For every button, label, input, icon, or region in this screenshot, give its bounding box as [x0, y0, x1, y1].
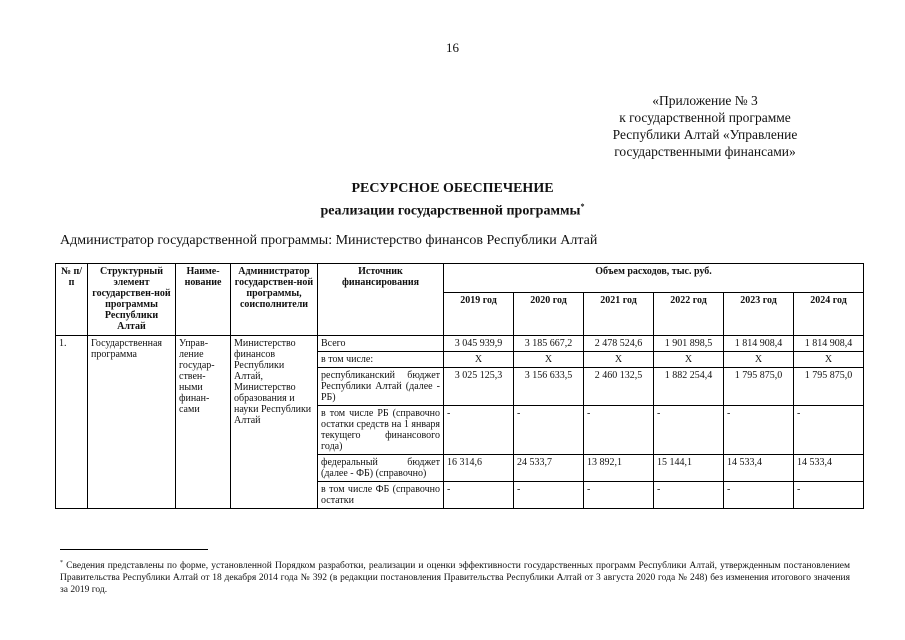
value-cell: 16 314,6	[444, 455, 514, 482]
administrator-line: Администратор государственной программы: Министерство финансов Республики Алтай	[60, 233, 598, 248]
header-year-2024: 2024 год	[794, 293, 864, 336]
source-cell: в том числе:	[318, 352, 444, 368]
value-cell: 1 882 254,4	[654, 368, 724, 406]
header-source: Источник финансирования	[318, 264, 444, 336]
footnote-text: Сведения представлены по форме, установленной Порядком разработки, реализации и оценки эффективности государственных программ Республики Алтай, утвержденным постановлением Правительства Республики Алтай от 18 декабря 2014 года № 392 (в редакции постановления Правительства Республики Алтай от 3 августа 2020 года № 248) без изменения итогового значения за 2019 год.	[60, 561, 851, 596]
title-line-2	[0, 198, 905, 221]
value-cell: 3 025 125,3	[444, 368, 514, 406]
appendix-line: государственными финансами»	[614, 144, 796, 159]
header-year-2021: 2021 год	[584, 293, 654, 336]
appendix-note	[560, 92, 850, 160]
value-cell: 2 478 524,6	[584, 336, 654, 352]
value-cell: 14 533,4	[724, 455, 794, 482]
header-admin: Администратор государствен-ной программы, соисполнители	[231, 264, 318, 336]
value-cell: 1 795 875,0	[794, 368, 864, 406]
row-admin: Министерство финансов Республики Алтай, Министерство образования и науки Республики Алтай	[231, 336, 318, 509]
source-cell: в том числе ФБ (справочно остатки	[318, 482, 444, 509]
value-cell: 1 901 898,5	[654, 336, 724, 352]
value-cell: -	[654, 482, 724, 509]
appendix-line: к государственной программе	[619, 110, 791, 125]
appendix-line: Республики Алтай «Управление	[612, 127, 798, 142]
value-cell: -	[584, 482, 654, 509]
value-cell: Х	[724, 352, 794, 368]
value-cell: -	[514, 406, 584, 455]
title-footnote-mark: *	[580, 202, 585, 211]
title-line-2-text: реализации государственной программы	[320, 203, 581, 219]
header-year-2022: 2022 год	[654, 293, 724, 336]
value-cell: -	[794, 406, 864, 455]
value-cell: -	[654, 406, 724, 455]
value-cell: 13 892,1	[584, 455, 654, 482]
document-title	[0, 180, 905, 221]
footnote-divider	[60, 549, 208, 550]
footnote	[60, 557, 850, 596]
value-cell: Х	[444, 352, 514, 368]
header-volume: Объем расходов, тыс. руб.	[444, 264, 864, 293]
value-cell: -	[724, 406, 794, 455]
value-cell: 14 533,4	[794, 455, 864, 482]
source-cell: в том числе РБ (справочно остатки средств на 1 января текущего финансового года)	[318, 406, 444, 455]
value-cell: Х	[654, 352, 724, 368]
value-cell: 3 156 633,5	[514, 368, 584, 406]
page-number: 16	[446, 40, 459, 55]
header-row	[56, 264, 864, 293]
header-year-2020: 2020 год	[514, 293, 584, 336]
value-cell: -	[724, 482, 794, 509]
header-name: Наиме-нование	[176, 264, 231, 336]
value-cell: 15 144,1	[654, 455, 724, 482]
value-cell: -	[444, 482, 514, 509]
value-cell: 24 533,7	[514, 455, 584, 482]
value-cell: 1 814 908,4	[724, 336, 794, 352]
appendix-line: «Приложение № 3	[652, 93, 758, 108]
table-row	[56, 336, 864, 352]
value-cell: Х	[794, 352, 864, 368]
value-cell: 2 460 132,5	[584, 368, 654, 406]
value-cell: -	[514, 482, 584, 509]
value-cell: -	[584, 406, 654, 455]
value-cell: 3 185 667,2	[514, 336, 584, 352]
footnote-mark: *	[60, 560, 63, 566]
value-cell: Х	[584, 352, 654, 368]
row-number: 1.	[56, 336, 88, 509]
value-cell: -	[444, 406, 514, 455]
value-cell: 3 045 939,9	[444, 336, 514, 352]
row-element: Государственная программа	[88, 336, 176, 509]
value-cell: 1 814 908,4	[794, 336, 864, 352]
source-cell: республиканский бюджет Республики Алтай (далее - РБ)	[318, 368, 444, 406]
header-num: № п/п	[56, 264, 88, 336]
header-year-2023: 2023 год	[724, 293, 794, 336]
title-line-1: РЕСУРСНОЕ ОБЕСПЕЧЕНИЕ	[351, 181, 554, 196]
value-cell: -	[794, 482, 864, 509]
value-cell: 1 795 875,0	[724, 368, 794, 406]
resource-table	[55, 263, 864, 509]
source-cell: федеральный бюджет (далее - ФБ) (справочно)	[318, 455, 444, 482]
source-cell: Всего	[318, 336, 444, 352]
row-name: Управ-ление государ-ствен-ными финан-сами	[176, 336, 231, 509]
header-year-2019: 2019 год	[444, 293, 514, 336]
value-cell: Х	[514, 352, 584, 368]
header-element: Структурный элемент государствен-ной программы Республики Алтай	[88, 264, 176, 336]
